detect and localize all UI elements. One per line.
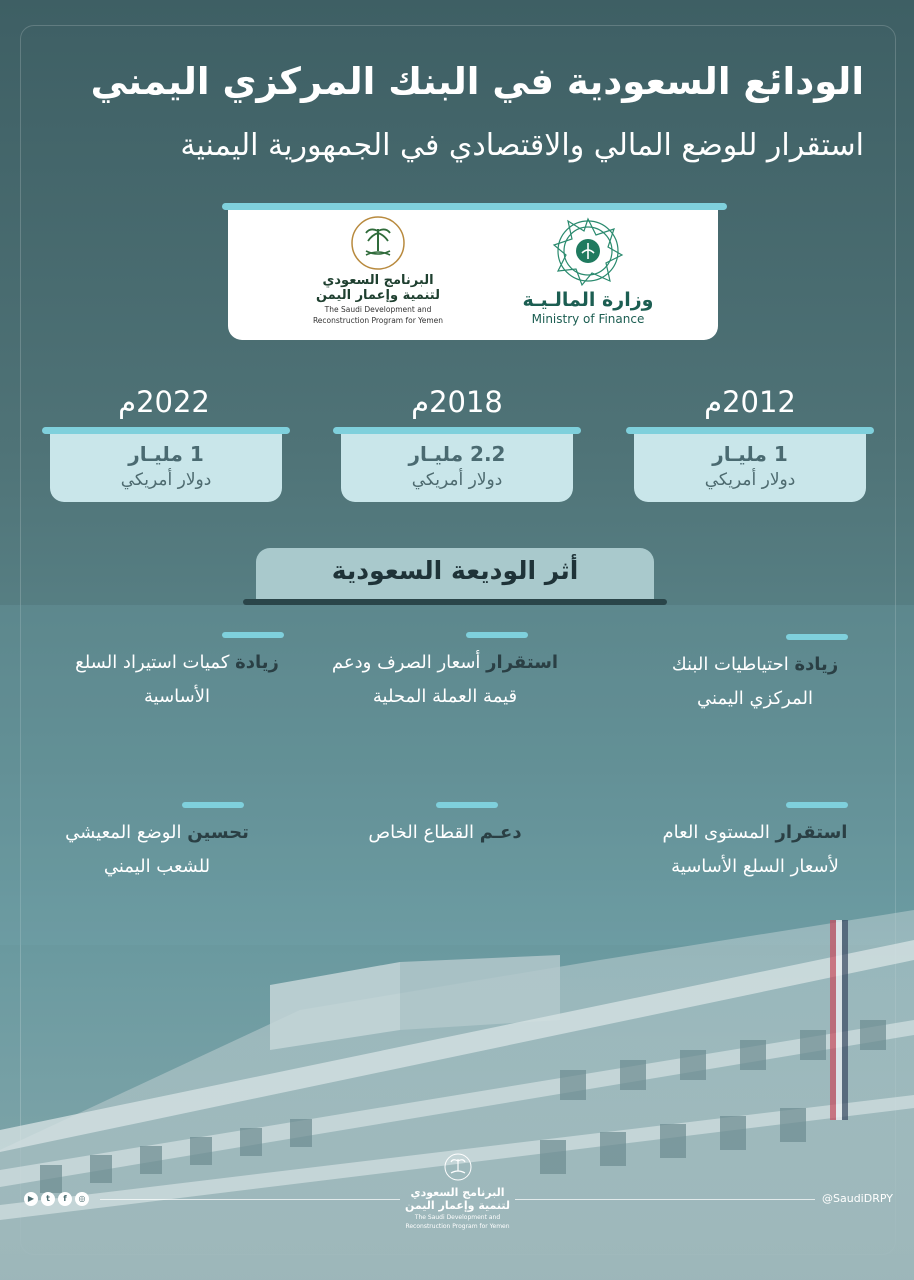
deposit-bar-accent bbox=[333, 427, 581, 434]
footer-logo-arabic-2: لتنمية وإعمار اليمن bbox=[405, 1199, 510, 1212]
deposit-amount: 1 مليـار bbox=[128, 442, 204, 466]
footer-divider-left bbox=[100, 1199, 400, 1200]
impact-item-keyword: استقرار bbox=[486, 652, 559, 673]
deposit-unit: دولار أمريكي bbox=[120, 470, 212, 490]
item-marker bbox=[786, 802, 848, 808]
footer-sdrpy-logo bbox=[400, 1152, 515, 1230]
impact-item-keyword: زيادة bbox=[235, 652, 279, 673]
impact-item-text: أسعار الصرف ودعم قيمة العملة المحلية bbox=[331, 652, 518, 707]
impact-item-keyword: دعـم bbox=[479, 822, 522, 843]
sdrpy-arabic-line1: البرنامج السعودي bbox=[322, 273, 434, 288]
impact-item-text: المستوى العام لأسعار السلع الأساسية bbox=[662, 822, 839, 877]
twitter-icon[interactable]: t bbox=[41, 1192, 55, 1206]
impact-item-price-level bbox=[640, 816, 870, 884]
impact-item-text: القطاع الخاص bbox=[368, 822, 480, 843]
impact-item-text: الوضع المعيشي للشعب اليمني bbox=[65, 822, 211, 877]
sdrpy-english-line1: The Saudi Development and bbox=[324, 305, 432, 314]
deposit-year-2022: 2022م bbox=[118, 385, 210, 419]
page-subtitle: استقرار للوضع المالي والاقتصادي في الجمهورية اليمنية bbox=[180, 128, 864, 163]
deposit-card-2022 bbox=[50, 434, 282, 502]
deposit-unit: دولار أمريكي bbox=[411, 470, 503, 490]
mof-arabic-name: وزارة المالـيـة bbox=[522, 289, 654, 311]
sdrpy-logo bbox=[303, 215, 453, 325]
logos-panel bbox=[228, 210, 718, 340]
impact-item-keyword: استقرار bbox=[775, 822, 848, 843]
item-marker bbox=[182, 802, 244, 808]
footer-divider-right bbox=[515, 1199, 815, 1200]
impact-item-exchange bbox=[330, 646, 560, 714]
instagram-icon[interactable]: ◎ bbox=[75, 1192, 89, 1206]
impact-heading: أثر الوديعة السعودية bbox=[256, 548, 654, 600]
sdrpy-english-line2: Reconstruction Program for Yemen bbox=[312, 316, 444, 325]
item-marker bbox=[436, 802, 498, 808]
palm-swords-icon bbox=[443, 1152, 473, 1182]
deposit-amount: 1 مليـار bbox=[712, 442, 788, 466]
impact-item-text: كميات استيراد السلع الأساسية bbox=[75, 652, 236, 707]
impact-item-keyword: زيادة bbox=[794, 654, 839, 675]
deposit-card-2018 bbox=[341, 434, 573, 502]
impact-item-imports bbox=[62, 646, 292, 714]
impact-item-private-sector bbox=[330, 816, 560, 850]
social-links bbox=[24, 1192, 89, 1206]
deposit-bar-accent bbox=[626, 427, 874, 434]
deposit-year-2012: 2012م bbox=[704, 385, 796, 419]
facebook-icon[interactable]: f bbox=[58, 1192, 72, 1206]
impact-item-keyword: تحسين bbox=[187, 822, 249, 843]
item-marker bbox=[222, 632, 284, 638]
deposit-bar-accent bbox=[42, 427, 290, 434]
deposit-card-2012 bbox=[634, 434, 866, 502]
page-title: الودائع السعودية في البنك المركزي اليمني bbox=[90, 60, 864, 103]
ministry-of-finance-logo bbox=[518, 215, 658, 326]
logo-bar-accent bbox=[222, 203, 727, 210]
sdrpy-arabic-line2: لتنمية وإعمار اليمن bbox=[315, 288, 440, 303]
item-marker bbox=[786, 634, 848, 640]
mof-english-name: Ministry of Finance bbox=[531, 312, 645, 326]
deposit-unit: دولار أمريكي bbox=[704, 470, 796, 490]
youtube-icon[interactable]: ▶ bbox=[24, 1192, 38, 1206]
footer-logo-english-1: The Saudi Development and bbox=[414, 1214, 501, 1221]
impact-item-text: احتياطيات البنك المركزي اليمني bbox=[671, 654, 813, 709]
impact-item-reserves bbox=[640, 648, 870, 716]
mof-emblem-icon bbox=[552, 215, 624, 287]
impact-heading-underline bbox=[243, 599, 667, 605]
footer-logo-english-2: Reconstruction Program for Yemen bbox=[405, 1223, 510, 1230]
deposit-year-2018: 2018م bbox=[411, 385, 503, 419]
palm-swords-icon bbox=[350, 215, 406, 271]
social-handle: @SaudiDRPY bbox=[822, 1192, 893, 1205]
impact-item-living bbox=[42, 816, 272, 884]
footer-logo-arabic-1: البرنامج السعودي bbox=[410, 1186, 505, 1199]
deposit-amount: 2.2 مليـار bbox=[408, 442, 506, 466]
item-marker bbox=[466, 632, 528, 638]
